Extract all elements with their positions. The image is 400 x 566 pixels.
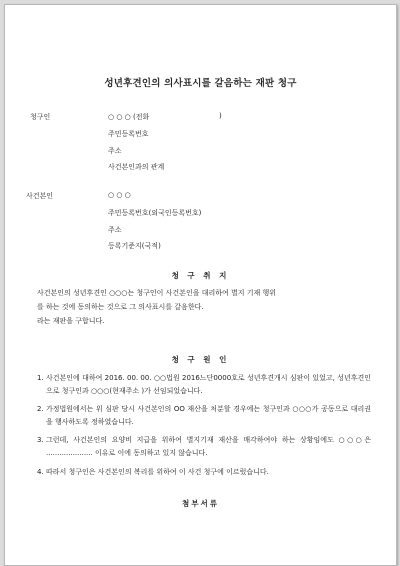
subject-name: ○ ○ ○ bbox=[108, 191, 131, 199]
reason-number: 2. bbox=[37, 405, 44, 414]
subject-resident-number: 주민등록번호(외국인등록번호) bbox=[108, 209, 202, 217]
subject-registration: 등록기준지(국적) bbox=[108, 242, 161, 250]
claimant-label: 청구인 bbox=[30, 113, 51, 121]
reasons-heading: 청 구 원 인 bbox=[171, 355, 230, 364]
reason-item bbox=[37, 403, 371, 428]
document-title: 성년후견인의 의사표시를 갈음하는 재판 청구 bbox=[104, 78, 297, 89]
reason-text: 사건본인에 대하여 2016. 00. 00. ○○법원 2016느단0000호로 성년후견개시 심판이 있었고, 성년후견인으로 청구인과 ○○○(현재주소 )가 선임되었습니다. bbox=[46, 374, 371, 395]
reason-text: 가정법원에서는 위 심판 당시 사건본인의 OO 재산을 처분할 경우에는 청구인과 ○○○가 공동으로 대리권을 행사하도록 정하였습니다. bbox=[46, 405, 371, 426]
reason-number: 3. bbox=[37, 436, 44, 445]
claimant-name: ○ ○ ○ (전화 bbox=[108, 113, 150, 121]
reason-number: 1. bbox=[37, 374, 44, 382]
reason-text: 따라서 청구인은 사건본인의 복리를 위하여 이 사건 청구에 이르렀습니다. bbox=[46, 467, 269, 476]
purpose-line-2: 를 하는 것에 동의하는 것으로 그 의사표시를 갈음한다. bbox=[37, 303, 204, 311]
reasons-list bbox=[37, 372, 371, 478]
reason-item bbox=[37, 434, 371, 459]
subject-address: 주소 bbox=[108, 226, 122, 234]
purpose-line-3: 라는 재판을 구합니다. bbox=[37, 317, 105, 325]
reason-number: 4. bbox=[37, 467, 44, 476]
claimant-address: 주소 bbox=[108, 147, 122, 155]
purpose-line-1: 사건본인의 성년후견인 ○○○는 청구인이 사건본인을 대리하여 별지 기재 행위 bbox=[37, 289, 276, 297]
claimant-relation: 사건본인과의 관계 bbox=[108, 163, 165, 171]
subject-label: 사건본인 bbox=[26, 192, 54, 200]
reason-item bbox=[37, 372, 371, 397]
document-page bbox=[4, 4, 397, 566]
reason-text: 그런데, 사건본인의 요양비 지급을 위하여 별지기재 재산을 매각하여야 하는 상황임에도 ○○○은 ..................... 이유로 이에 동의하고 있지 않습니다. bbox=[46, 436, 371, 457]
purpose-heading: 청 구 취 지 bbox=[171, 271, 230, 280]
attachments-heading: 첨부서류 bbox=[182, 499, 219, 508]
reason-item bbox=[37, 466, 371, 479]
claimant-resident-number: 주민등록번호 bbox=[108, 130, 149, 138]
claimant-phone-close: ) bbox=[219, 112, 222, 120]
